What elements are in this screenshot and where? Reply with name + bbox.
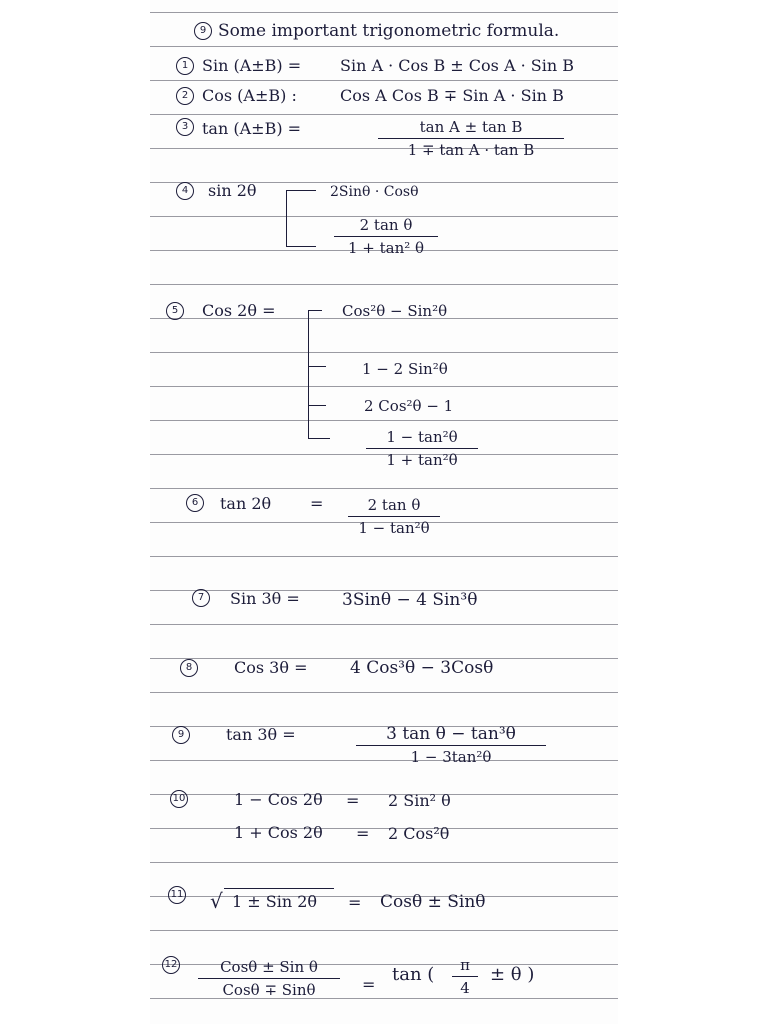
- fraction-bar: [334, 236, 438, 237]
- branch-arrow: [286, 246, 316, 247]
- fraction-denominator: 1 + tan² θ: [347, 239, 425, 257]
- branch-arrow: [308, 438, 330, 439]
- formula-rhs: 2 Cos²θ − 1: [364, 397, 454, 415]
- formula-rhs: Cosθ ± Sinθ: [380, 892, 486, 912]
- fraction-denominator: 1 + tan²θ: [386, 451, 458, 469]
- formula-equals: =: [356, 824, 370, 843]
- fraction-bar: [356, 745, 546, 746]
- formula-number: 5: [166, 302, 184, 320]
- formula-equals: =: [346, 791, 360, 810]
- sqrt-sign: √: [210, 889, 223, 913]
- formula-rhs: Sin A · Cos B ± Cos A · Sin B: [340, 56, 574, 75]
- formula-number: 6: [186, 494, 204, 512]
- branch-arrow: [308, 310, 322, 311]
- formula-lhs: sin 2θ: [208, 181, 257, 200]
- formula-fraction: [198, 958, 340, 999]
- formula-rhs: ± θ ): [490, 964, 535, 985]
- fraction-bar: [378, 138, 564, 139]
- formula-number: 4: [176, 182, 194, 200]
- fraction-denominator: 4: [460, 979, 470, 997]
- fraction-numerator: 3 tan θ − tan³θ: [386, 724, 516, 744]
- formula-number: 2: [176, 87, 194, 105]
- formula-rhs: 2 Sin² θ: [388, 791, 451, 810]
- fraction-bar: [198, 978, 340, 979]
- formula-lhs: tan 3θ =: [226, 725, 296, 744]
- formula-lhs: tan (A±B) =: [202, 119, 302, 138]
- formula-rhs: Cos²θ − Sin²θ: [342, 302, 448, 320]
- formula-fraction: [378, 118, 564, 159]
- fraction-numerator: tan A ± tan B: [419, 118, 523, 136]
- formula-lhs: 1 − Cos 2θ: [234, 790, 323, 809]
- formula-fraction: [452, 956, 478, 997]
- formula-number: 9: [172, 726, 190, 744]
- fraction-denominator: 1 − 3tan²θ: [410, 748, 492, 766]
- branch-arrow: [308, 405, 326, 406]
- right-margin: [618, 0, 768, 1024]
- left-margin: [0, 0, 150, 1024]
- fraction-numerator: 2 tan θ: [367, 496, 421, 514]
- fraction-denominator: 1 ∓ tan A · tan B: [407, 141, 535, 159]
- formula-lhs: Cos (A±B) :: [202, 86, 297, 105]
- formula-equals: =: [348, 893, 362, 912]
- formula-number: 7: [192, 589, 210, 607]
- fraction-denominator: Cosθ ∓ Sinθ: [222, 981, 316, 999]
- formula-rhs: 1 − 2 Sin²θ: [362, 360, 448, 378]
- fraction-bar: [348, 516, 440, 517]
- formula-lhs: Sin (A±B) =: [202, 56, 302, 75]
- branch-bracket: [308, 310, 309, 438]
- fraction-numerator: π: [460, 956, 470, 974]
- fraction-denominator: 1 − tan²θ: [358, 519, 430, 537]
- fraction-bar: [452, 976, 478, 977]
- formula-number: 10: [170, 790, 188, 808]
- formula-number: 1: [176, 57, 194, 75]
- formula-fraction: [334, 216, 438, 257]
- formula-rhs: 2Sinθ · Cosθ: [330, 184, 419, 200]
- formula-lhs: Cos 3θ =: [234, 658, 308, 677]
- sqrt-bar: [224, 888, 334, 889]
- formula-number: 11: [168, 886, 186, 904]
- branch-arrow: [308, 366, 326, 367]
- branch-arrow: [286, 190, 316, 191]
- formula-rhs: 3Sinθ − 4 Sin³θ: [342, 590, 478, 610]
- branch-bracket: [286, 190, 287, 246]
- formula-rhs: 2 Cos²θ: [388, 824, 450, 843]
- formula-number: 3: [176, 118, 194, 136]
- formula-equals: =: [310, 494, 324, 513]
- formula-lhs: tan 2θ: [220, 494, 272, 513]
- formula-lhs: Cos 2θ =: [202, 301, 276, 320]
- fraction-numerator: Cosθ ± Sin θ: [220, 958, 318, 976]
- formula-rhs: tan (: [392, 964, 435, 985]
- formula-fraction: [366, 428, 478, 469]
- formula-lhs: Sin 3θ =: [230, 589, 300, 608]
- formula-lhs: 1 + Cos 2θ: [234, 823, 323, 842]
- formula-rhs: Cos A Cos B ∓ Sin A · Sin B: [340, 86, 564, 105]
- page-title: Some important trigonometric formula.: [218, 21, 560, 41]
- fraction-bar: [366, 448, 478, 449]
- fraction-numerator: 2 tan θ: [359, 216, 413, 234]
- fraction-numerator: 1 − tan²θ: [386, 428, 458, 446]
- formula-lhs: 1 ± Sin 2θ: [232, 892, 318, 911]
- formula-number: 12: [162, 956, 180, 974]
- title-number: 9: [194, 22, 212, 40]
- formula-fraction: [348, 496, 440, 537]
- formula-equals: =: [362, 975, 376, 994]
- formula-fraction: [356, 725, 546, 766]
- formula-number: 8: [180, 659, 198, 677]
- formula-rhs: 4 Cos³θ − 3Cosθ: [350, 658, 494, 678]
